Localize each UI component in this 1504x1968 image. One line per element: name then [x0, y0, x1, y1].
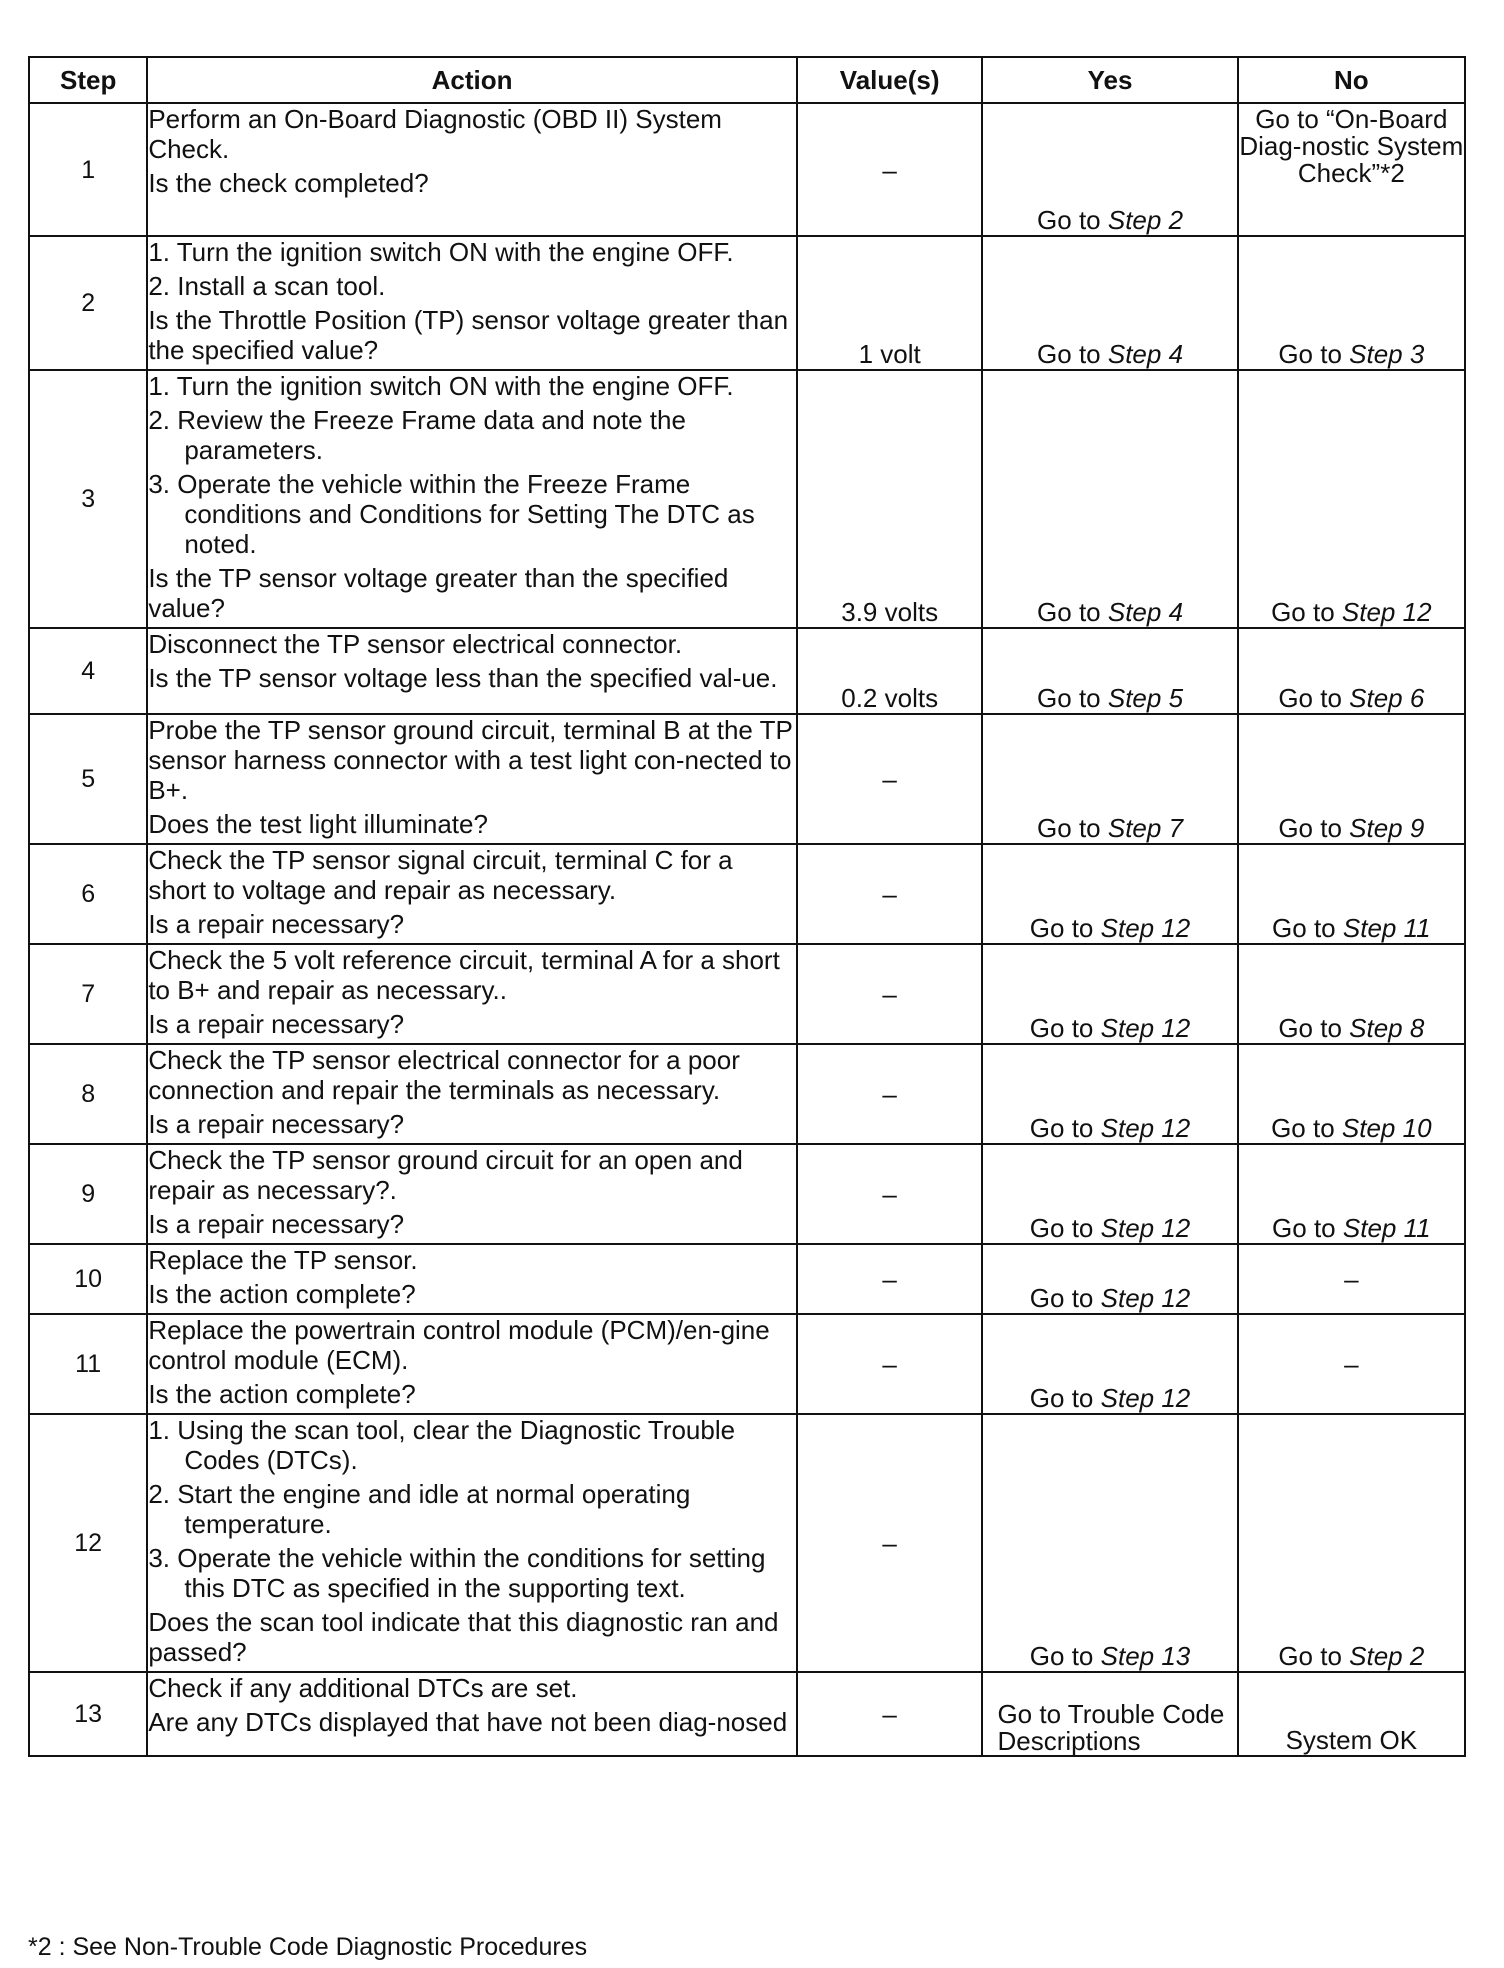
header-action: Action — [147, 57, 797, 103]
goto-step-link: Step 7 — [1107, 813, 1184, 843]
action-cell — [147, 1244, 797, 1314]
action-line: 3. Operate the vehicle within the conditions for setting this DTC as specified in the supporting text. — [148, 1543, 766, 1603]
header-step: Step — [29, 57, 147, 103]
no-text: – — [1344, 1264, 1359, 1294]
goto-prefix: Go to — [1272, 1213, 1343, 1243]
goto-prefix: Go to — [1037, 683, 1108, 713]
goto-step-link: Step 12 — [1100, 1013, 1191, 1043]
action-cell — [147, 1314, 797, 1414]
action-line: Does the scan tool indicate that this diagnostic ran and passed? — [148, 1607, 779, 1667]
action-line: 2. Review the Freeze Frame data and note the parameters. — [148, 405, 686, 465]
value-cell: 1 volt — [797, 236, 983, 370]
step-number: 4 — [29, 628, 147, 714]
step-number: 3 — [29, 370, 147, 628]
goto-prefix: Go to — [1029, 1283, 1101, 1313]
no-cell — [1238, 103, 1465, 236]
action-line: Is the check completed? — [148, 168, 429, 198]
diagnostic-document — [28, 56, 1466, 1757]
header-values: Value(s) — [797, 57, 983, 103]
goto-step-link: Step 10 — [1341, 1113, 1432, 1143]
action-line: 2. Start the engine and idle at normal operating temperature. — [148, 1479, 691, 1539]
yes-cell — [982, 370, 1237, 628]
step-number: 5 — [29, 714, 147, 844]
action-cell — [147, 628, 797, 714]
goto-prefix: Go to — [1029, 1641, 1101, 1671]
no-cell — [1238, 1672, 1465, 1756]
action-line: Check the TP sensor signal circuit, terminal C for a short to voltage and repair as necessary. — [148, 845, 733, 905]
step-number: 13 — [29, 1672, 147, 1756]
value-cell: – — [797, 714, 983, 844]
goto-step-link: Step 12 — [1100, 913, 1191, 943]
action-line: Is the action complete? — [148, 1379, 416, 1409]
goto-prefix: Go to — [1029, 1113, 1101, 1143]
value-cell: – — [797, 1672, 983, 1756]
goto-step-link: Step 12 — [1341, 597, 1432, 627]
action-line: 1. Using the scan tool, clear the Diagnostic Trouble Codes (DTCs). — [148, 1415, 736, 1475]
table-header-row — [29, 57, 1465, 103]
action-line: Is a repair necessary? — [148, 909, 405, 939]
action-cell — [147, 714, 797, 844]
goto-prefix: Go to — [1278, 339, 1350, 369]
table-row — [29, 844, 1465, 944]
table-row — [29, 236, 1465, 370]
table-row — [29, 944, 1465, 1044]
action-line: Disconnect the TP sensor electrical connector. — [148, 629, 683, 659]
action-cell — [147, 236, 797, 370]
action-line: Check the 5 volt reference circuit, terminal A for a short to B+ and repair as necessary.. — [148, 945, 780, 1005]
goto-prefix: Go to — [1278, 813, 1350, 843]
action-line: 2. Install a scan tool. — [148, 271, 386, 301]
table-row — [29, 370, 1465, 628]
goto-step-link: Step 4 — [1107, 597, 1184, 627]
goto-step-link: Step 9 — [1349, 813, 1425, 843]
no-cell — [1238, 1414, 1465, 1672]
action-line: Is a repair necessary? — [148, 1009, 405, 1039]
no-cell — [1238, 1044, 1465, 1144]
no-text: Go to “On-Board Diag-nostic System Check”*2 — [1239, 104, 1464, 188]
action-cell — [147, 1672, 797, 1756]
table-row — [29, 714, 1465, 844]
footnote: *2 : See Non-Trouble Code Diagnostic Procedures — [28, 1933, 588, 1961]
yes-cell — [982, 1672, 1237, 1756]
goto-step-link: Step 12 — [1100, 1283, 1191, 1313]
goto-step-link: Step 13 — [1100, 1641, 1191, 1671]
yes-cell — [982, 236, 1237, 370]
action-cell — [147, 370, 797, 628]
yes-cell — [982, 944, 1237, 1044]
table-row — [29, 1672, 1465, 1756]
action-line: 1. Turn the ignition switch ON with the engine OFF. — [148, 371, 734, 401]
value-cell: – — [797, 1244, 983, 1314]
goto-step-link: Step 12 — [1100, 1113, 1191, 1143]
yes-cell — [982, 844, 1237, 944]
goto-step-link: Step 3 — [1349, 339, 1425, 369]
step-number: 1 — [29, 103, 147, 236]
value-cell: – — [797, 844, 983, 944]
action-line: Is the TP sensor voltage less than the specified val-ue. — [148, 663, 778, 693]
table-row — [29, 1144, 1465, 1244]
no-cell — [1238, 628, 1465, 714]
goto-prefix: Go to — [1037, 597, 1108, 627]
goto-prefix: Go to — [1029, 1383, 1101, 1413]
yes-cell — [982, 1044, 1237, 1144]
action-cell — [147, 1144, 797, 1244]
yes-cell — [982, 1314, 1237, 1414]
goto-prefix: Go to — [1278, 683, 1350, 713]
table-row — [29, 1414, 1465, 1672]
action-line: Check the TP sensor electrical connector for a poor connection and repair the terminals as necessary. — [148, 1045, 740, 1105]
value-cell: – — [797, 1144, 983, 1244]
header-yes: Yes — [982, 57, 1237, 103]
value-cell: 0.2 volts — [797, 628, 983, 714]
goto-prefix: Go to — [1272, 913, 1343, 943]
yes-cell — [982, 1244, 1237, 1314]
step-number: 11 — [29, 1314, 147, 1414]
value-cell: – — [797, 1414, 983, 1672]
action-line: Is a repair necessary? — [148, 1109, 405, 1139]
goto-step-link: Step 6 — [1349, 683, 1425, 713]
action-line: Are any DTCs displayed that have not been diag-nosed — [148, 1707, 788, 1737]
action-line: 1. Turn the ignition switch ON with the engine OFF. — [148, 237, 734, 267]
action-line: Is the Throttle Position (TP) sensor voltage greater than the specified value? — [148, 305, 789, 365]
step-number: 8 — [29, 1044, 147, 1144]
action-line: Check if any additional DTCs are set. — [148, 1673, 578, 1703]
goto-step-link: Step 4 — [1107, 339, 1184, 369]
table-row — [29, 103, 1465, 236]
no-cell — [1238, 844, 1465, 944]
goto-step-link: Step 2 — [1107, 205, 1184, 235]
action-cell — [147, 1414, 797, 1672]
goto-step-link: Step 12 — [1100, 1213, 1191, 1243]
no-cell — [1238, 370, 1465, 628]
action-cell — [147, 103, 797, 236]
action-line: Perform an On-Board Diagnostic (OBD II) System Check. — [148, 104, 722, 164]
goto-step-link: Step 2 — [1349, 1641, 1425, 1671]
no-text: – — [1344, 1349, 1359, 1379]
action-line: Does the test light illuminate? — [148, 809, 488, 839]
no-cell — [1238, 1244, 1465, 1314]
table-row — [29, 1314, 1465, 1414]
goto-prefix: Go to — [1037, 813, 1108, 843]
no-cell — [1238, 714, 1465, 844]
goto-prefix: Go to — [1271, 1113, 1342, 1143]
goto-prefix: Go to — [1029, 1213, 1101, 1243]
goto-prefix: Go to — [1029, 1013, 1101, 1043]
table-row — [29, 1244, 1465, 1314]
yes-cell — [982, 103, 1237, 236]
action-cell — [147, 844, 797, 944]
action-cell — [147, 1044, 797, 1144]
action-line: Replace the TP sensor. — [148, 1245, 418, 1275]
goto-prefix: Go to — [1037, 339, 1108, 369]
goto-step-link: Step 12 — [1100, 1383, 1191, 1413]
value-cell: – — [797, 944, 983, 1044]
yes-cell — [982, 1414, 1237, 1672]
action-line: Is the action complete? — [148, 1279, 416, 1309]
value-cell: – — [797, 1044, 983, 1144]
value-cell: – — [797, 1314, 983, 1414]
goto-step-link: Step 5 — [1107, 683, 1184, 713]
action-line: Probe the TP sensor ground circuit, terminal B at the TP sensor harness connector with a test light con-nected to B+. — [148, 715, 793, 805]
step-number: 10 — [29, 1244, 147, 1314]
goto-step-link: Step 11 — [1342, 1213, 1431, 1243]
yes-cell — [982, 1144, 1237, 1244]
goto-prefix: Go to — [1271, 597, 1342, 627]
value-cell: – — [797, 103, 983, 236]
action-line: Is a repair necessary? — [148, 1209, 405, 1239]
goto-prefix: Go to — [1029, 913, 1101, 943]
action-cell — [147, 944, 797, 1044]
no-cell — [1238, 236, 1465, 370]
goto-prefix: Go to — [1037, 205, 1108, 235]
action-line: 3. Operate the vehicle within the Freeze Frame conditions and Conditions for Setting The DTC as noted. — [148, 469, 755, 559]
goto-prefix: Go to — [1278, 1641, 1350, 1671]
step-number: 9 — [29, 1144, 147, 1244]
yes-cell — [982, 628, 1237, 714]
goto-step-link: Step 11 — [1342, 913, 1431, 943]
yes-cell — [982, 714, 1237, 844]
header-no: No — [1238, 57, 1465, 103]
no-cell — [1238, 1314, 1465, 1414]
goto-prefix: Go to — [1278, 1013, 1350, 1043]
goto-step-link: Step 8 — [1349, 1013, 1425, 1043]
no-cell — [1238, 1144, 1465, 1244]
action-line: Replace the powertrain control module (PCM)/en-gine control module (ECM). — [148, 1315, 770, 1375]
yes-text: Go to Trouble Code Descriptions — [997, 1699, 1225, 1756]
step-number: 2 — [29, 236, 147, 370]
value-cell: 3.9 volts — [797, 370, 983, 628]
action-line: Check the TP sensor ground circuit for an open and repair as necessary?. — [148, 1145, 743, 1205]
action-line: Is the TP sensor voltage greater than the specified value? — [148, 563, 729, 623]
step-number: 6 — [29, 844, 147, 944]
step-number: 12 — [29, 1414, 147, 1672]
no-text: System OK — [1285, 1725, 1418, 1755]
table-row — [29, 628, 1465, 714]
table-row — [29, 1044, 1465, 1144]
diagnostic-table — [28, 56, 1466, 1757]
step-number: 7 — [29, 944, 147, 1044]
no-cell — [1238, 944, 1465, 1044]
